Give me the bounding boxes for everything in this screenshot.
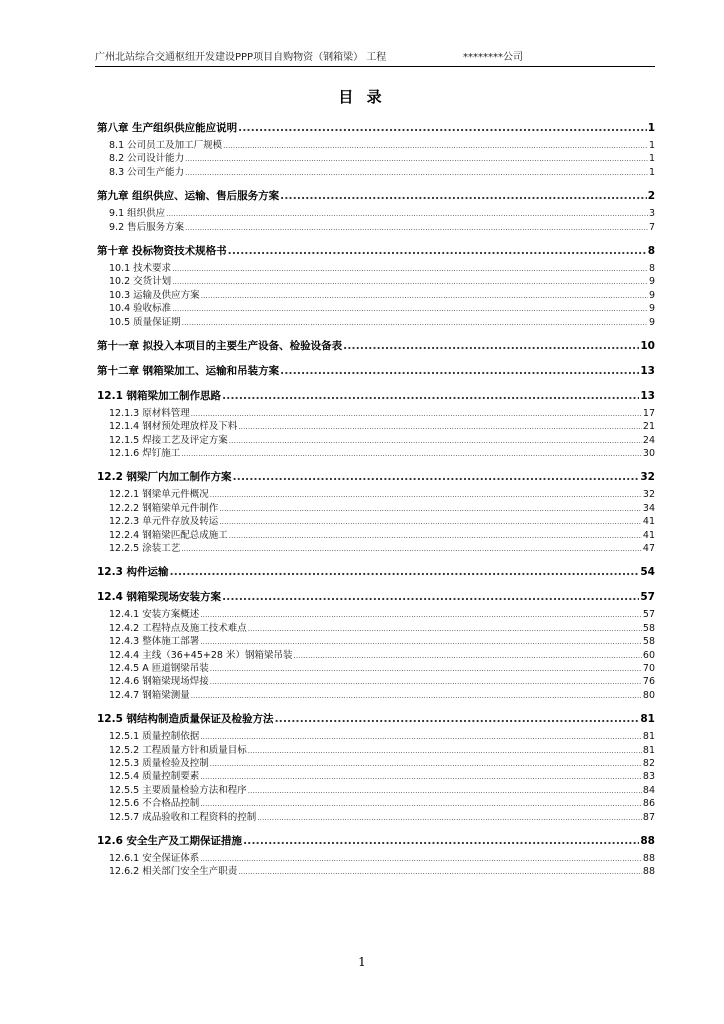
toc-page-number: 58 bbox=[642, 622, 655, 634]
toc-entry[interactable] bbox=[97, 152, 655, 165]
toc-entry[interactable] bbox=[97, 649, 655, 662]
toc-leader-dots bbox=[248, 623, 642, 636]
toc-leader-dots bbox=[238, 421, 642, 434]
toc-leader-dots bbox=[172, 303, 648, 316]
toc-entry[interactable] bbox=[97, 852, 655, 865]
toc-leader-dots bbox=[182, 317, 648, 330]
toc-heading[interactable] bbox=[97, 120, 655, 136]
toc-page-number: 13 bbox=[640, 389, 655, 402]
toc-leader-dots bbox=[280, 188, 647, 204]
toc-page-number: 17 bbox=[642, 407, 655, 419]
toc-page-number: 9 bbox=[648, 303, 655, 315]
toc-page-number: 13 bbox=[640, 364, 655, 377]
toc-leader-dots bbox=[210, 758, 642, 771]
toc-page-number: 7 bbox=[648, 221, 655, 233]
toc-leader-dots bbox=[219, 516, 642, 529]
toc-entry-text: 12.2 钢梁厂内加工制作方案 bbox=[97, 471, 232, 484]
toc-leader-dots bbox=[200, 798, 642, 811]
toc-entry-text: 12.1.3 原材料管理 bbox=[109, 407, 190, 419]
toc-entry-text: 12.4 钢箱梁现场安装方案 bbox=[97, 591, 222, 604]
toc-entry-text: 第十章 投标物资技术规格书 bbox=[97, 244, 227, 257]
toc-leader-dots bbox=[238, 866, 642, 879]
toc-page-number: 1 bbox=[648, 153, 655, 165]
toc-entry[interactable] bbox=[97, 757, 655, 770]
toc-entry-text: 12.4.4 主线（36+45+28 米）钢箱梁吊装 bbox=[109, 649, 293, 661]
toc-leader-dots bbox=[219, 503, 642, 516]
toc-entry[interactable] bbox=[97, 166, 655, 179]
toc-page-number: 10 bbox=[640, 339, 655, 352]
toc-title: 目 录 bbox=[338, 88, 386, 106]
toc-entry-text: 12.5.3 质量检验及控制 bbox=[109, 757, 209, 769]
toc-page-number: 81 bbox=[642, 731, 655, 743]
toc-heading[interactable] bbox=[97, 338, 655, 354]
toc-entry[interactable] bbox=[97, 784, 655, 797]
toc-entry[interactable] bbox=[97, 865, 655, 878]
toc-leader-dots bbox=[166, 208, 648, 221]
toc-heading[interactable] bbox=[97, 363, 655, 379]
toc-leader-dots bbox=[248, 745, 642, 758]
toc-entry[interactable] bbox=[97, 529, 655, 542]
toc-entry-text: 第八章 生产组织供应能应说明 bbox=[97, 122, 238, 134]
toc-entry-text: 12.1.4 钢材预处理放样及下料 bbox=[109, 421, 238, 433]
toc-leader-dots bbox=[293, 650, 641, 663]
toc-leader-dots bbox=[185, 167, 648, 180]
toc-page-number: 70 bbox=[642, 662, 655, 674]
header-project-title: 广州北站综合交通枢纽开发建设PPP项目自购物资（钢箱梁） 工程 bbox=[95, 52, 387, 63]
toc-leader-dots bbox=[200, 731, 642, 744]
toc-page-number: 32 bbox=[642, 489, 655, 501]
toc-page-number: 1 bbox=[648, 140, 655, 151]
toc-page-number: 21 bbox=[642, 421, 655, 433]
page-header bbox=[95, 51, 655, 65]
toc-page-number: 84 bbox=[642, 784, 655, 796]
toc-entry[interactable] bbox=[97, 811, 655, 824]
toc-heading[interactable] bbox=[97, 711, 655, 727]
toc-entry[interactable] bbox=[97, 207, 655, 220]
toc-page-number: 80 bbox=[642, 689, 655, 701]
toc-page-number: 82 bbox=[642, 757, 655, 769]
toc-page-number: 2 bbox=[647, 190, 655, 203]
toc-entry-text: 12.5.6 不合格品控制 bbox=[109, 798, 200, 810]
toc-page-number: 8 bbox=[647, 244, 655, 257]
toc-entry-text: 12.2.4 钢箱梁匹配总成施工 bbox=[109, 529, 228, 541]
toc-page-number: 83 bbox=[642, 771, 655, 783]
toc-entry[interactable] bbox=[97, 488, 655, 501]
toc-page-number: 41 bbox=[642, 529, 655, 541]
toc-leader-dots bbox=[229, 435, 642, 448]
page-number: 1 bbox=[358, 955, 366, 969]
toc-page-number: 47 bbox=[642, 543, 655, 555]
toc-leader-dots bbox=[170, 564, 640, 580]
toc-page-number: 54 bbox=[640, 566, 655, 579]
toc-leader-dots bbox=[222, 589, 639, 605]
toc-entry-text: 12.5.4 质量控制要素 bbox=[109, 771, 200, 783]
toc-heading[interactable] bbox=[97, 833, 655, 849]
toc-entry-text: 第十一章 拟投入本项目的主要生产设备、检验设备表 bbox=[97, 339, 343, 352]
toc-leader-dots bbox=[181, 448, 642, 461]
toc-page-number: 86 bbox=[642, 798, 655, 810]
toc-heading[interactable] bbox=[97, 388, 655, 404]
toc-leader-dots bbox=[210, 663, 642, 676]
toc-entry[interactable] bbox=[97, 302, 655, 315]
toc-entry-text: 第十二章 钢箱梁加工、运输和吊装方案 bbox=[97, 364, 280, 377]
toc-page-number: 1 bbox=[647, 122, 655, 134]
toc-entry[interactable] bbox=[97, 316, 655, 329]
toc-entry-text: 10.3 运输及供应方案 bbox=[109, 289, 200, 301]
toc-entry-text: 10.4 验收标准 bbox=[109, 303, 172, 315]
toc-leader-dots bbox=[228, 243, 647, 259]
toc-page-number: 88 bbox=[642, 866, 655, 878]
toc-entry[interactable] bbox=[97, 635, 655, 648]
toc-entry-text: 12.4.1 安装方案概述 bbox=[109, 609, 200, 621]
toc-heading[interactable] bbox=[97, 564, 655, 580]
toc-entry-text: 12.5.1 质量控制依据 bbox=[109, 731, 200, 743]
toc-entry-text: 8.3 公司生产能力 bbox=[109, 166, 185, 178]
toc-entry-text: 12.4.7 钢箱梁测量 bbox=[109, 689, 190, 701]
toc-entry[interactable] bbox=[97, 515, 655, 528]
toc-page-number: 3 bbox=[648, 208, 655, 220]
table-of-contents bbox=[97, 120, 655, 879]
toc-leader-dots bbox=[172, 276, 648, 289]
toc-page-number: 76 bbox=[642, 676, 655, 688]
toc-page-number: 8 bbox=[648, 262, 655, 274]
toc-leader-dots bbox=[210, 489, 642, 502]
toc-page-number: 58 bbox=[642, 636, 655, 648]
toc-page-number: 60 bbox=[642, 649, 655, 661]
toc-page-number: 57 bbox=[640, 591, 655, 604]
toc-entry[interactable] bbox=[97, 608, 655, 621]
toc-entry[interactable] bbox=[97, 275, 655, 288]
toc-leader-dots bbox=[201, 290, 648, 303]
toc-page-number: 9 bbox=[648, 276, 655, 288]
toc-entry-text: 10.2 交货计划 bbox=[109, 276, 172, 288]
header-rule bbox=[95, 66, 655, 67]
toc-entry[interactable] bbox=[97, 407, 655, 420]
toc-entry-text: 12.4.2 工程特点及施工技术难点 bbox=[109, 622, 247, 634]
toc-entry-text: 12.4.3 整体施工部署 bbox=[109, 636, 200, 648]
toc-entry-text: 12.3 构件运输 bbox=[97, 566, 169, 579]
toc-entry[interactable] bbox=[97, 447, 655, 460]
toc-leader-dots bbox=[243, 833, 639, 849]
toc-page-number: 9 bbox=[648, 289, 655, 301]
toc-entry-text: 12.6 安全生产及工期保证措施 bbox=[97, 834, 243, 847]
toc-entry-text: 12.2.2 钢箱梁单元件制作 bbox=[109, 502, 219, 514]
toc-leader-dots bbox=[222, 388, 639, 404]
toc-entry-text: 12.5.2 工程质量方针和质量目标 bbox=[109, 744, 247, 756]
toc-leader-dots bbox=[248, 785, 642, 798]
toc-leader-dots bbox=[257, 812, 642, 825]
toc-leader-dots bbox=[223, 140, 648, 153]
toc-entry-text: 9.1 组织供应 bbox=[109, 208, 166, 220]
toc-entry[interactable] bbox=[97, 434, 655, 447]
toc-leader-dots bbox=[200, 609, 642, 622]
toc-entry-text: 12.1.5 焊接工艺及评定方案 bbox=[109, 434, 228, 446]
toc-entry-text: 12.5.5 主要质量检验方法和程序 bbox=[109, 784, 247, 796]
toc-page-number: 88 bbox=[642, 852, 655, 864]
toc-entry-text: 12.4.6 钢箱梁现场焊接 bbox=[109, 676, 209, 688]
toc-entry[interactable] bbox=[97, 221, 655, 234]
toc-entry[interactable] bbox=[97, 770, 655, 783]
toc-entry-text: 12.5.7 成品验收和工程资料的控制 bbox=[109, 811, 257, 823]
toc-entry[interactable] bbox=[97, 662, 655, 675]
toc-entry-text: 12.4.5 A 匝道钢梁吊装 bbox=[109, 662, 209, 674]
toc-page-number: 57 bbox=[642, 609, 655, 621]
toc-entry[interactable] bbox=[97, 797, 655, 810]
toc-heading[interactable] bbox=[97, 469, 655, 485]
toc-leader-dots bbox=[238, 120, 647, 136]
toc-leader-dots bbox=[229, 530, 642, 543]
toc-page-number: 9 bbox=[648, 316, 655, 328]
toc-page-number: 34 bbox=[642, 502, 655, 514]
toc-leader-dots bbox=[200, 853, 642, 866]
toc-entry-text: 12.6.1 安全保证体系 bbox=[109, 852, 200, 864]
toc-leader-dots bbox=[275, 711, 640, 727]
toc-leader-dots bbox=[200, 771, 642, 784]
toc-leader-dots bbox=[191, 690, 642, 703]
toc-leader-dots bbox=[185, 153, 648, 166]
toc-leader-dots bbox=[191, 408, 642, 421]
toc-entry[interactable] bbox=[97, 744, 655, 757]
toc-entry-text: 第九章 组织供应、运输、售后服务方案 bbox=[97, 190, 280, 203]
toc-entry-text: 12.2.5 涂装工艺 bbox=[109, 543, 181, 555]
toc-page-number: 30 bbox=[642, 448, 655, 460]
toc-entry-text: 12.2.3 单元件存放及转运 bbox=[109, 516, 219, 528]
toc-leader-dots bbox=[185, 222, 648, 235]
toc-entry[interactable] bbox=[97, 420, 655, 433]
toc-entry[interactable] bbox=[97, 675, 655, 688]
toc-entry-text: 12.6.2 相关部门安全生产职责 bbox=[109, 866, 238, 878]
toc-leader-dots bbox=[343, 338, 639, 354]
toc-leader-dots bbox=[172, 263, 648, 276]
toc-page-number: 41 bbox=[642, 516, 655, 528]
toc-entry[interactable] bbox=[97, 139, 655, 152]
toc-leader-dots bbox=[181, 543, 642, 556]
toc-entry-text: 12.1.6 焊钉施工 bbox=[109, 448, 181, 460]
toc-entry[interactable] bbox=[97, 730, 655, 743]
toc-entry-text: 12.5 钢结构制造质量保证及检验方法 bbox=[97, 713, 274, 726]
toc-page-number: 81 bbox=[642, 744, 655, 756]
toc-heading[interactable] bbox=[97, 589, 655, 605]
toc-entry-text: 9.2 售后服务方案 bbox=[109, 221, 185, 233]
toc-entry-text: 8.1 公司员工及加工厂规模 bbox=[109, 140, 223, 151]
toc-entry-text: 8.2 公司设计能力 bbox=[109, 153, 185, 165]
toc-heading[interactable] bbox=[97, 243, 655, 259]
toc-page-number: 88 bbox=[640, 834, 655, 847]
toc-heading[interactable] bbox=[97, 188, 655, 204]
toc-page-number: 32 bbox=[640, 471, 655, 484]
toc-entry[interactable] bbox=[97, 502, 655, 515]
toc-entry-text: 10.1 技术要求 bbox=[109, 262, 172, 274]
toc-entry[interactable] bbox=[97, 542, 655, 555]
header-company: ********公司 bbox=[463, 52, 523, 63]
toc-leader-dots bbox=[233, 469, 640, 485]
toc-leader-dots bbox=[210, 676, 642, 689]
toc-leader-dots bbox=[200, 636, 642, 649]
toc-page-number: 81 bbox=[640, 713, 655, 726]
toc-entry[interactable] bbox=[97, 289, 655, 302]
toc-page-number: 87 bbox=[642, 811, 655, 823]
toc-page-number: 1 bbox=[648, 166, 655, 178]
toc-entry[interactable] bbox=[97, 262, 655, 275]
toc-entry-text: 10.5 质量保证期 bbox=[109, 316, 181, 328]
toc-entry[interactable] bbox=[97, 622, 655, 635]
toc-entry-text: 12.2.1 钢梁单元件概况 bbox=[109, 489, 209, 501]
toc-entry[interactable] bbox=[97, 689, 655, 702]
toc-page-number: 24 bbox=[642, 434, 655, 446]
toc-entry-text: 12.1 钢箱梁加工制作思路 bbox=[97, 389, 222, 402]
toc-leader-dots bbox=[280, 363, 639, 379]
